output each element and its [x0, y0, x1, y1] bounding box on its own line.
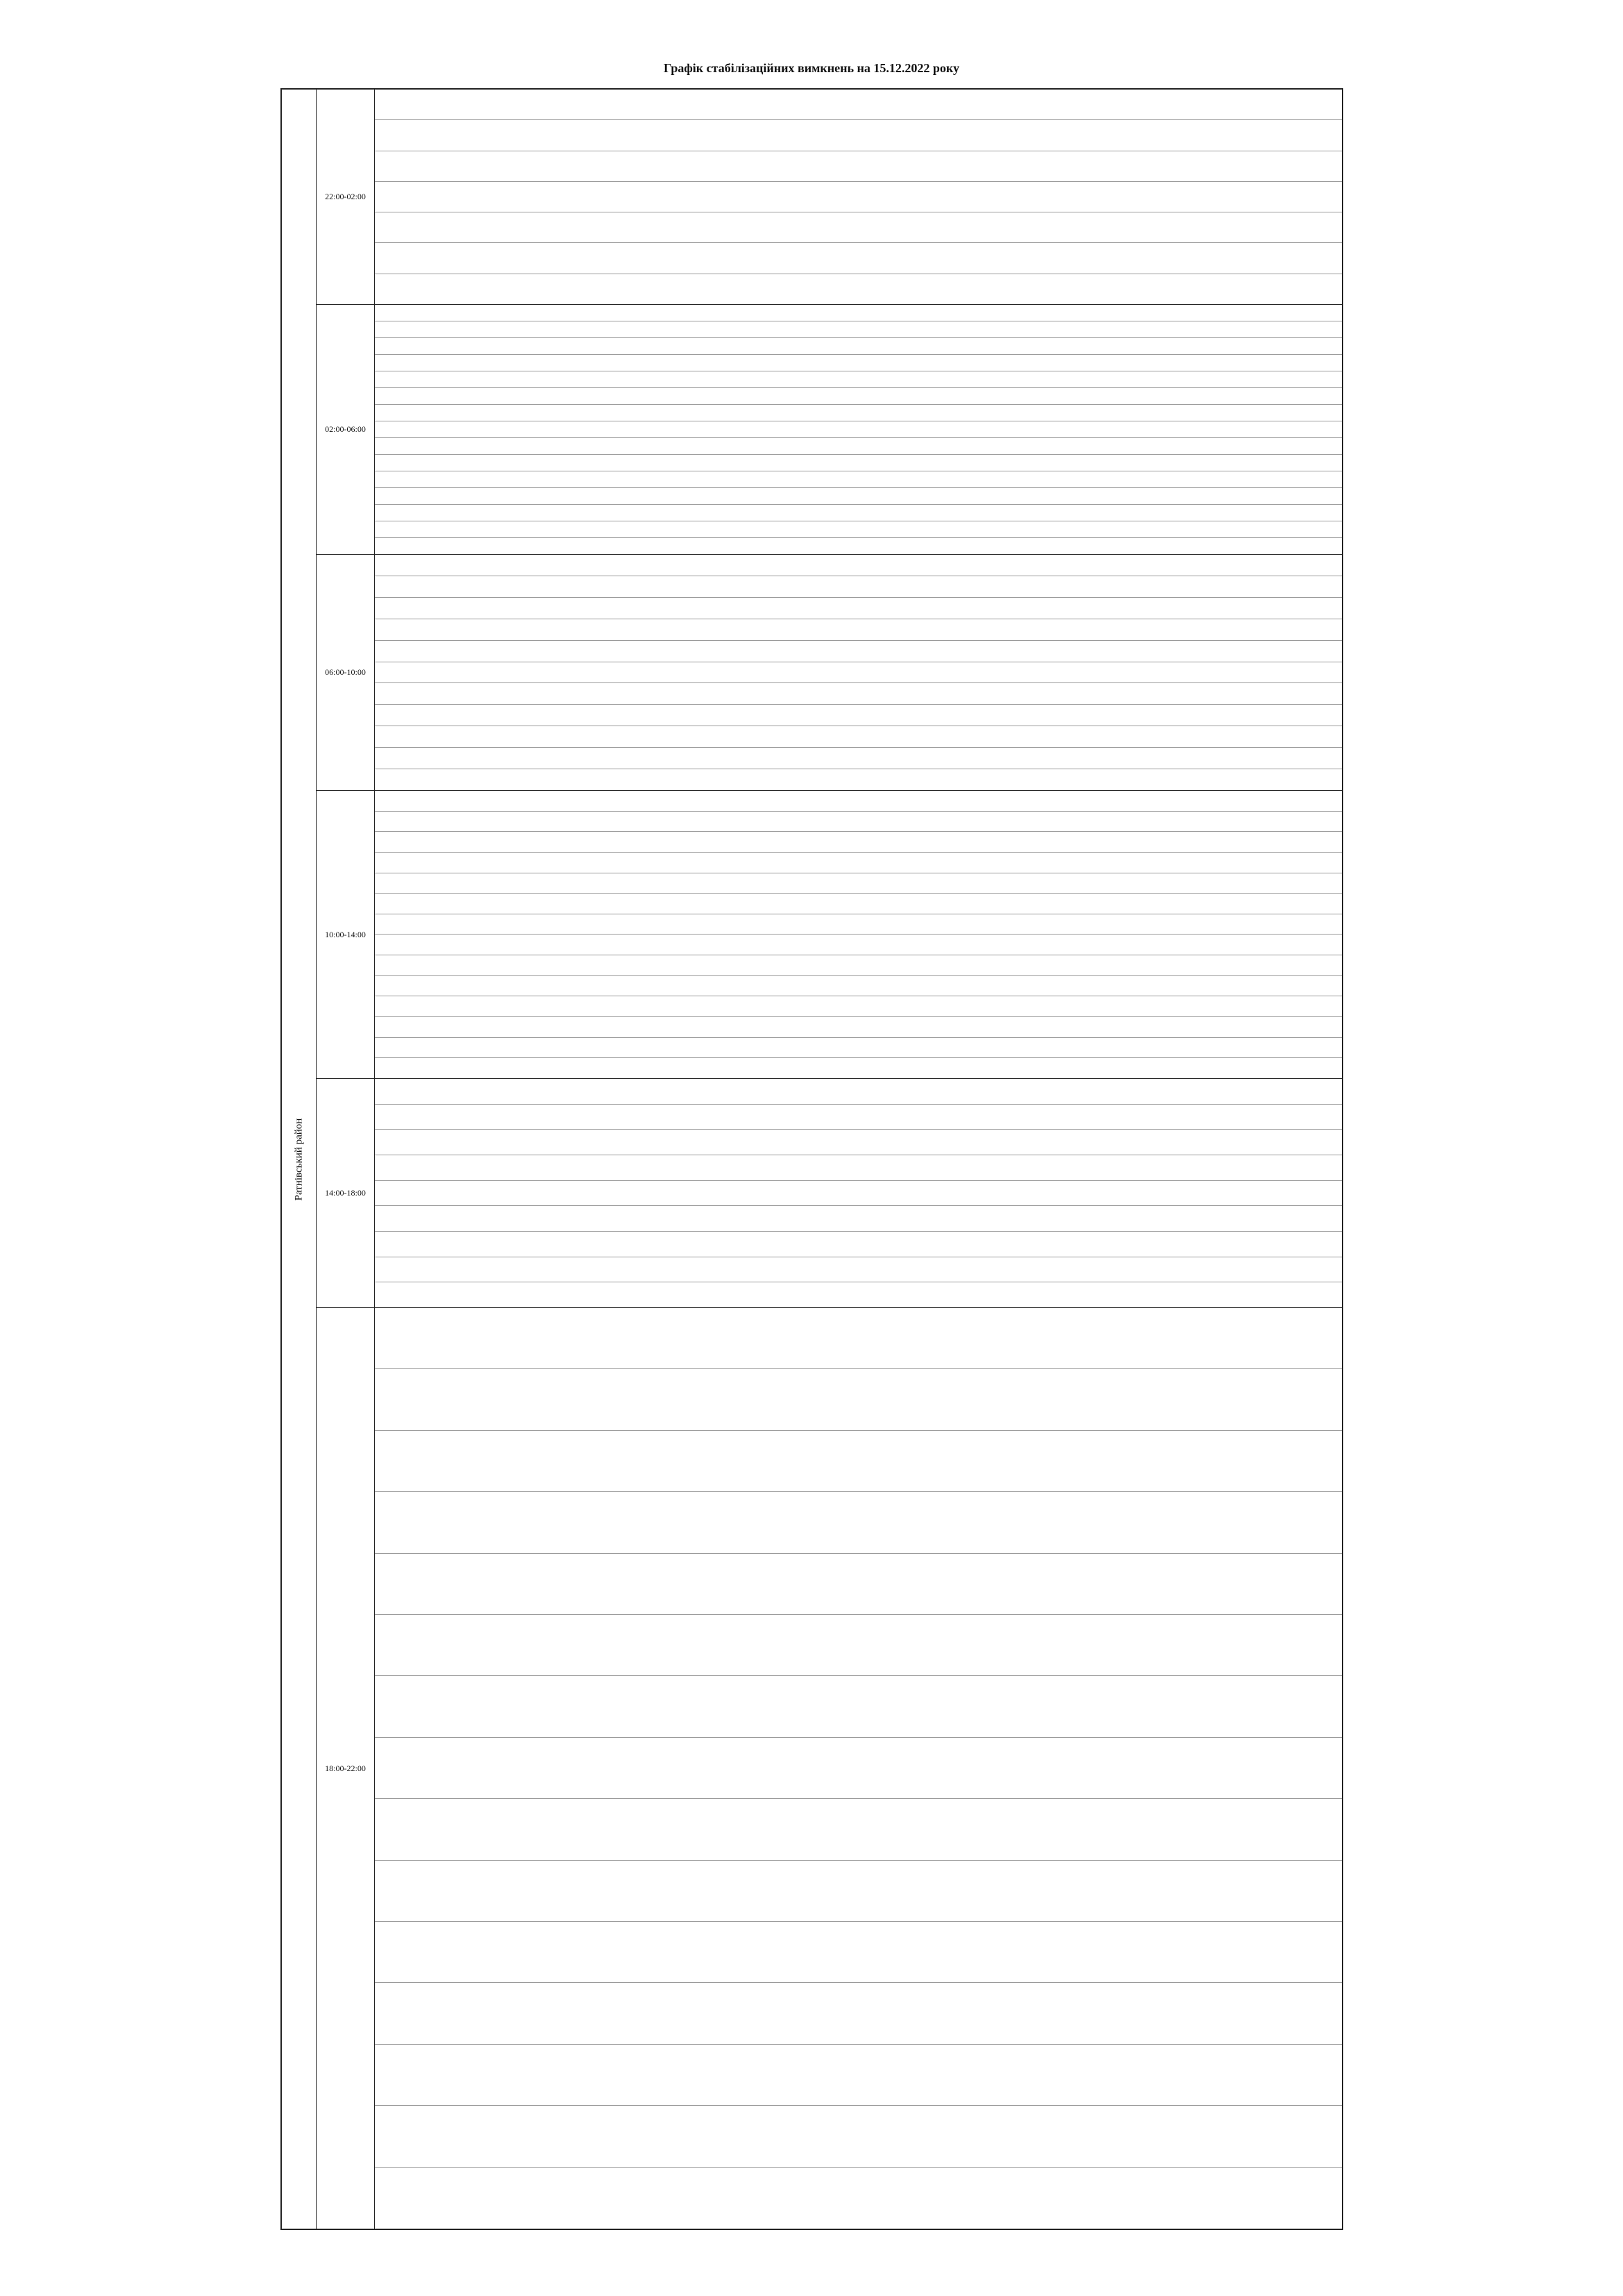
schedule-row — [375, 1369, 1342, 1430]
schedule-row — [375, 405, 1342, 421]
slot-rows — [375, 1308, 1342, 2229]
schedule-row — [375, 471, 1342, 488]
schedule-row — [375, 894, 1342, 914]
time-slot — [317, 90, 1342, 305]
schedule-row — [375, 1676, 1342, 1737]
schedule-row — [375, 853, 1342, 873]
slot-rows — [375, 791, 1342, 1078]
time-slot-label: 14:00-18:00 — [317, 1079, 375, 1307]
slot-rows — [375, 305, 1342, 554]
schedule-row — [375, 355, 1342, 371]
schedule-row — [375, 832, 1342, 853]
schedule-row — [375, 1282, 1342, 1308]
page-title: Графік стабілізаційних вимкнень на 15.12.2022 року — [664, 61, 959, 75]
schedule-row — [375, 996, 1342, 1017]
schedule-row — [375, 1079, 1342, 1105]
schedule-row — [375, 1038, 1342, 1059]
schedule-row — [375, 1861, 1342, 1922]
schedule-row — [375, 538, 1342, 555]
time-slot — [317, 305, 1342, 555]
schedule-row — [375, 1738, 1342, 1799]
schedule-row — [375, 455, 1342, 471]
schedule-row — [375, 1017, 1342, 1038]
schedule-row — [375, 791, 1342, 812]
time-slot-label: 22:00-02:00 — [317, 90, 375, 304]
schedule-row — [375, 90, 1342, 120]
schedule-row — [375, 305, 1342, 321]
slot-rows — [375, 555, 1342, 790]
district-cell — [282, 90, 317, 2229]
schedule-row — [375, 120, 1342, 151]
schedule-row — [375, 748, 1342, 769]
schedule-row — [375, 421, 1342, 438]
schedule-row — [375, 243, 1342, 274]
schedule-row — [375, 274, 1342, 305]
time-slot-label: 18:00-22:00 — [317, 1308, 375, 2229]
schedule-row — [375, 1130, 1342, 1155]
schedule-row — [375, 683, 1342, 705]
schedule-row — [375, 1799, 1342, 1860]
schedule-row — [375, 873, 1342, 894]
schedule-row — [375, 1257, 1342, 1283]
slot-rows — [375, 90, 1342, 304]
schedule-row — [375, 2045, 1342, 2106]
schedule-row — [375, 1983, 1342, 2044]
schedule-row — [375, 726, 1342, 748]
schedule-row — [375, 182, 1342, 212]
schedule-row — [375, 955, 1342, 976]
schedule-row — [375, 812, 1342, 832]
schedule-row — [375, 1155, 1342, 1181]
schedule-row — [375, 619, 1342, 641]
time-slot — [317, 791, 1342, 1079]
schedule-row — [375, 505, 1342, 521]
district-label: Ратнівський район — [293, 1118, 304, 1200]
schedule-row — [375, 576, 1342, 598]
time-slot — [317, 1079, 1342, 1308]
schedule-row — [375, 1181, 1342, 1207]
schedule-row — [375, 151, 1342, 182]
slot-rows — [375, 1079, 1342, 1307]
schedule-row — [375, 371, 1342, 388]
schedule-table — [280, 88, 1343, 2230]
schedule-row — [375, 641, 1342, 662]
schedule-row — [375, 521, 1342, 538]
schedule-row — [375, 1206, 1342, 1232]
schedule-row — [375, 662, 1342, 684]
schedule-row — [375, 914, 1342, 935]
schedule-row — [375, 488, 1342, 505]
schedule-row — [375, 438, 1342, 455]
time-slot-label: 10:00-14:00 — [317, 791, 375, 1078]
schedule-row — [375, 705, 1342, 726]
schedule-row — [375, 1615, 1342, 1676]
schedule-row — [375, 1554, 1342, 1615]
schedule-row — [375, 1308, 1342, 1369]
schedule-row — [375, 1105, 1342, 1130]
schedule-row — [375, 2106, 1342, 2167]
schedule-row — [375, 935, 1342, 956]
schedule-row — [375, 321, 1342, 338]
schedule-row — [375, 1492, 1342, 1553]
schedule-row — [375, 1922, 1342, 1983]
time-slot-label: 06:00-10:00 — [317, 555, 375, 790]
time-slot — [317, 555, 1342, 791]
schedule-row — [375, 769, 1342, 791]
schedule-row — [375, 555, 1342, 576]
schedule-row — [375, 1232, 1342, 1257]
schedule-row — [375, 1058, 1342, 1079]
schedule-row — [375, 338, 1342, 355]
schedule-row — [375, 212, 1342, 243]
schedule-row — [375, 2168, 1342, 2229]
schedule-row — [375, 598, 1342, 619]
time-slot-label: 02:00-06:00 — [317, 305, 375, 554]
schedule-row — [375, 388, 1342, 405]
time-slot — [317, 1308, 1342, 2229]
schedule-row — [375, 1431, 1342, 1492]
schedule-row — [375, 976, 1342, 997]
